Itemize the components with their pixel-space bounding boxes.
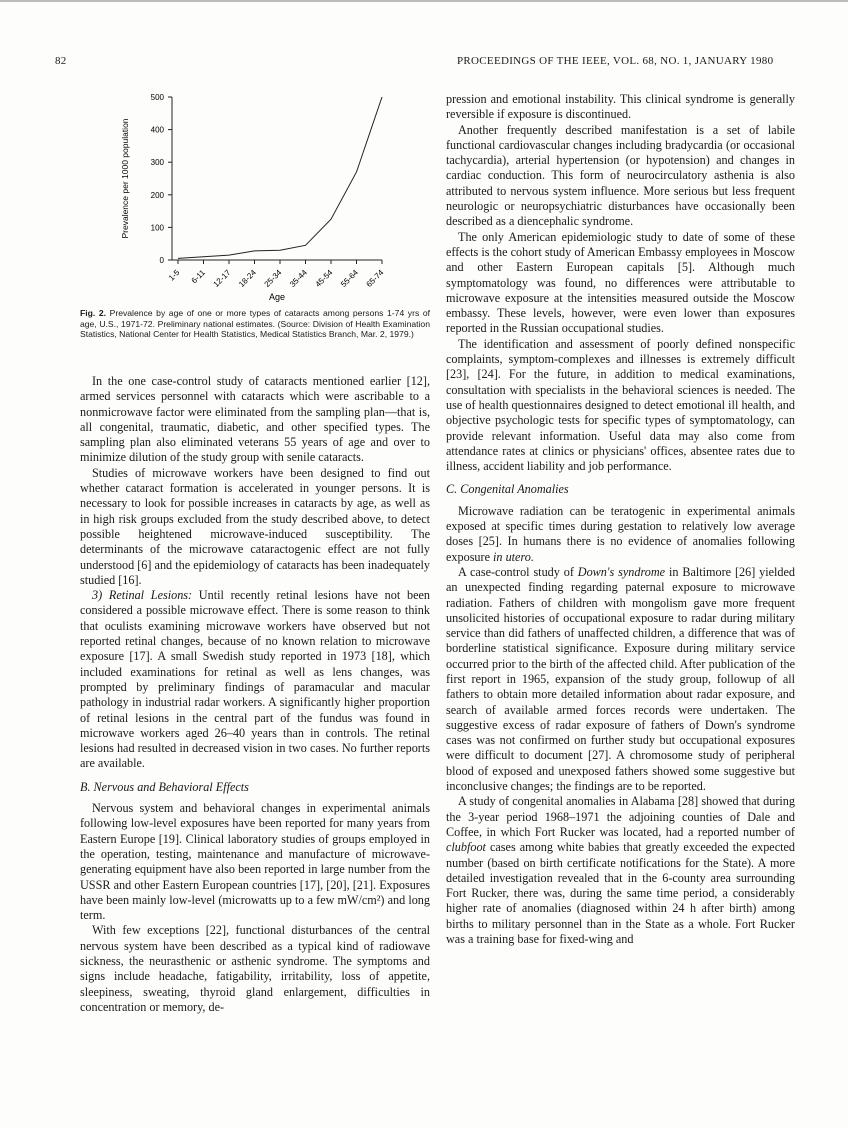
figure-caption bbox=[80, 308, 430, 340]
y-tick-label: 400 bbox=[150, 125, 164, 135]
y-tick-label: 0 bbox=[159, 256, 164, 265]
y-tick-label: 500 bbox=[150, 93, 164, 102]
x-tick-label: 45-54 bbox=[313, 268, 335, 289]
paragraph: The only American epidemiologic study to date of some of these effects is the cohort study of American Embassy employees in Moscow and other Eastern European capitals [5]. Although much symptomatology was found, no differences were attributable to microwave exposure at the intensities measured outside the Moscow embassy. These levels, however, were even lower than exposures reported in the Russian occupational studies. bbox=[446, 229, 795, 336]
y-axis-label: Prevalence per 1000 population bbox=[120, 118, 130, 239]
paragraph: In the one case-control study of cataracts mentioned earlier [12], armed services personnel with cataracts which were ascribable to a nonmicrowave factor were eliminated from the sampling plan—that is, all congenital, traumatic, diabetic, and other specified types. The sampling plan also eliminated veterans 55 years of age and over to minimize dilution of the study group with senile cataracts. bbox=[80, 374, 430, 465]
paragraph: Microwave radiation can be teratogenic in experimental animals exposed at specific times during gestation to relatively low average doses [25]. In humans there is no evidence of anomalies following exposure in utero. bbox=[446, 503, 795, 564]
y-tick-label: 200 bbox=[150, 190, 164, 200]
paragraph: pression and emotional instability. This clinical syndrome is generally reversible if exposure is discontinued. bbox=[446, 92, 795, 122]
subsection-title: 3) Retinal Lesions: bbox=[92, 588, 193, 603]
paragraph: The identification and assessment of poorly defined nonspecific complaints, symptom-complexes and illnesses is extremely difficult [23], [24]. For the future, in addition to medical examinations, consultation with specialists in the behavioral sciences is needed. The use of health questionnaires designed to detect emotional ill health, and objective psychologic tests for specific types of symptomatology, can provide relevant information. Useful data may also come from attendance rates at clinics or physicians' offices, absentee rates due to illness, accident liability and job performance. bbox=[446, 336, 795, 474]
paragraph: Nervous system and behavioral changes in experimental animals following low-level exposures have been reported for many years from Eastern Europe [19]. Clinical laboratory studies of groups employed in the operation, testing, maintenance and manufacture of microwave-generating equipment have also been reported in large number from the USSR and other Eastern European countries [17], [20], [21]. Exposures have been mainly low-level (microwatts up to a few mW/cm²) and long term. bbox=[80, 801, 430, 923]
running-header: PROCEEDINGS OF THE IEEE, VOL. 68, NO. 1, JANUARY 1980 bbox=[457, 55, 774, 67]
prevalence-chart bbox=[110, 85, 410, 305]
paragraph: Another frequently described manifestation is a set of labile functional cardiovascular changes including bradycardia (or occasional tachycardia), arterial hypertension (or hypotension) and changes in cardiac conduction. This form of neurocirculatory asthenia is also attributed to nervous system influence. More serious but less frequent neurologic or neuropsychiatric disturbances have occasionally been described as a diencephalic syndrome. bbox=[446, 122, 795, 229]
section-heading: C. Congenital Anomalies bbox=[446, 482, 569, 497]
left-column bbox=[80, 374, 430, 1015]
y-tick-label: 100 bbox=[150, 223, 164, 233]
paragraph: With few exceptions [22], functional disturbances of the central nervous system have been described as a typical kind of radiowave sickness, the neurasthenic or asthenic syndrome. The symptoms and signs include headache, fatigability, irritability, loss of appetite, sleepiness, sweating, thyroid gland enlargement, difficulties in concentration or memory, de- bbox=[80, 923, 430, 1014]
x-tick-label: 65-74 bbox=[364, 268, 386, 289]
x-tick-label: 18-24 bbox=[237, 268, 258, 289]
right-column bbox=[446, 92, 795, 947]
x-tick-label: 1-5 bbox=[166, 268, 182, 283]
x-tick-label: 25-34 bbox=[262, 268, 284, 289]
top-rule bbox=[0, 0, 848, 2]
figure-caption-text: Prevalence by age of one or more types of cataracts among persons 1-74 yrs of age, U.S., 1971-72. Preliminary national estimates. (Source: Division of Health Examination Statistics, National Center for Health Statistics, Medical Statistics Branch, Mar. 2, 1979.) bbox=[80, 308, 430, 340]
x-axis-label: Age bbox=[268, 292, 286, 302]
x-tick-label: 55-64 bbox=[339, 268, 360, 289]
section-heading: B. Nervous and Behavioral Effects bbox=[80, 779, 249, 794]
page-number: 82 bbox=[55, 55, 67, 67]
x-tick-label: 12-17 bbox=[211, 268, 233, 289]
paragraph: A study of congenital anomalies in Alabama [28] showed that during the 3-year period 1968–1971 the adjoining counties of Dale and Coffee, in which Fort Rucker was located, had a reported number of clubfoot cases among white babies that greatly exceeded the expected number (based on birth certificate notifications for the State). A more detailed investigation revealed that in the 6-county area surrounding Fort Rucker, there was, during the same time period, a considerably higher rate of anomalies (diagnosed within 24 h after birth) among births to military personnel than in the State as a whole. Fort Rucker was a training base for fixed-wing and bbox=[446, 794, 795, 947]
paragraph: Studies of microwave workers have been designed to find out whether cataract formation is accelerated in younger persons. It is necessary to look for possible increases in cataracts by age, as well as in high risk groups excluded from the study described above, to detect possible heightened microwave-induced susceptibility. The determinants of the microwave cataractogenic effect are not fully understood [6] and the epidemiology of cataracts has been inadequately studied [16]. bbox=[80, 465, 430, 587]
x-tick-label: 6-11 bbox=[189, 268, 207, 286]
paragraph: 3) Retinal Lesions: Until recently retinal lesions have not been considered a possible microwave effect. There is some reason to think that oculists examining microwave workers have observed but not reported retinal changes, because of no known relation to microwave exposure [17]. A small Swedish study reported in 1973 [18], which included examinations for retinal as well as lens changes, was prompted by preliminary findings of paramacular and macular pathology in industrial radar workers. A significantly higher proportion of retinal lesions in the central part of the fundus was found in microwave workers aged 26–40 years than in controls. The retinal lesions had resulted in decreased vision in two cases. No further reports are available. bbox=[80, 588, 430, 771]
data-line bbox=[178, 97, 382, 258]
x-tick-label: 35-44 bbox=[288, 268, 309, 289]
paragraph: A case-control study of Down's syndrome in Baltimore [26] yielded an unexpected finding regarding paternal exposure to microwave radiation. Fathers of children with mongolism gave more frequent unsolicited histories of occupational exposure to radar during military service than did fathers of unaffected children, a difference that was of borderline statistical significance. Exposure during military service occurred prior to the birth of the affected child. After publication of the first report in 1965, expansion of the study group, followup of all fathers to obtain more detailed information about radar exposure, and search of available armed forces records were undertaken. The suggestive excess of radar exposure of fathers of Down's syndrome cases was not confirmed on further study but occupational exposures were difficult to document [27]. A chromosome study of peripheral blood of exposed and unexposed fathers showed some suggestive but inconclusive changes; the findings are to be reported. bbox=[446, 564, 796, 794]
y-tick-label: 300 bbox=[150, 158, 164, 168]
figure-label: Fig. 2. bbox=[80, 308, 107, 318]
